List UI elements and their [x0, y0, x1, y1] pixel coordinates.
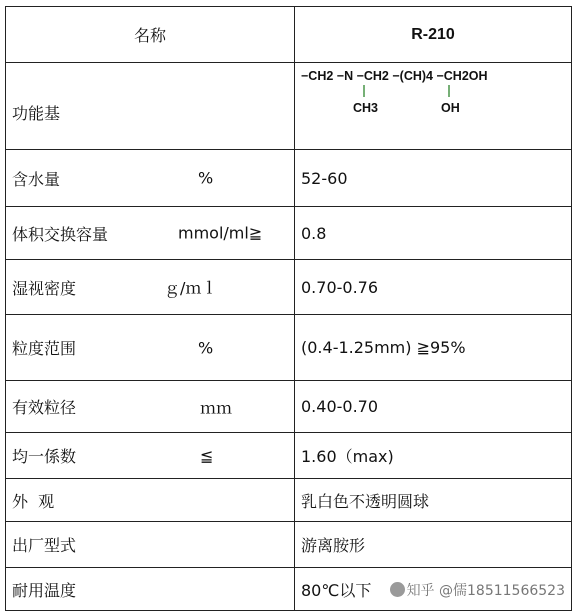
formula-main: −CH2 −N −CH2 −(CH)4 −CH2OH [301, 69, 488, 83]
row-unit: ｇ/ｍｌ [164, 278, 218, 298]
table-row [6, 479, 572, 522]
table-row [6, 315, 572, 381]
row-unit: % [198, 338, 214, 357]
row-value: 乳白色不透明圆球 [295, 479, 572, 522]
row-value: (0.4-1.25mm) ≧95% [295, 315, 572, 381]
functional-group-formula [301, 68, 565, 122]
row-label: 耐用温度 [6, 568, 295, 611]
row-unit: ｍｍ [200, 398, 233, 417]
row-value: 0.40-0.70 [295, 381, 572, 433]
table-row [6, 433, 572, 479]
row-value: 0.70-0.76 [295, 260, 572, 315]
row-label: 均一係数 ≦ [6, 433, 295, 479]
header-row [6, 7, 572, 63]
row-label: 有效粒径 ｍｍ [6, 381, 295, 433]
row-label: 出厂型式 [6, 522, 295, 568]
table-row [6, 260, 572, 315]
table-row [6, 522, 572, 568]
avatar-icon [390, 582, 405, 597]
zhihu-watermark [384, 580, 565, 600]
row-label: 粒度范围 % [6, 315, 295, 381]
row-unit: mmol/ml≧ [178, 223, 263, 243]
table-row [6, 381, 572, 433]
table-row [6, 150, 572, 207]
row-label: 湿视密度 ｇ/ｍｌ [6, 260, 295, 315]
row-label: 外 观 [6, 479, 295, 522]
watermark-text: 知乎 @儒18511566523 [406, 583, 565, 599]
row-value: 0.8 [295, 207, 572, 260]
spec-table [5, 6, 572, 611]
product-name: R-210 [295, 7, 572, 63]
formula-sub-ch3: CH3 [353, 101, 379, 115]
name-header: 名称 [6, 7, 295, 63]
row-label: 功能基 [6, 63, 295, 150]
row-value: 80℃以下 [295, 568, 572, 611]
row-label: 体积交换容量 mmol/ml≧ [6, 207, 295, 260]
row-unit: ≦ [200, 446, 214, 465]
row-label: 含水量 % [6, 150, 295, 207]
formula-cell [295, 63, 572, 150]
row-value: 52-60 [295, 150, 572, 207]
row-unit: % [198, 168, 214, 188]
table-row [6, 63, 572, 150]
row-value: 1.60（max) [295, 433, 572, 479]
table-row [6, 207, 572, 260]
row-value: 游离胺形 [295, 522, 572, 568]
formula-diagram [301, 68, 563, 122]
formula-sub-oh: OH [441, 101, 460, 115]
